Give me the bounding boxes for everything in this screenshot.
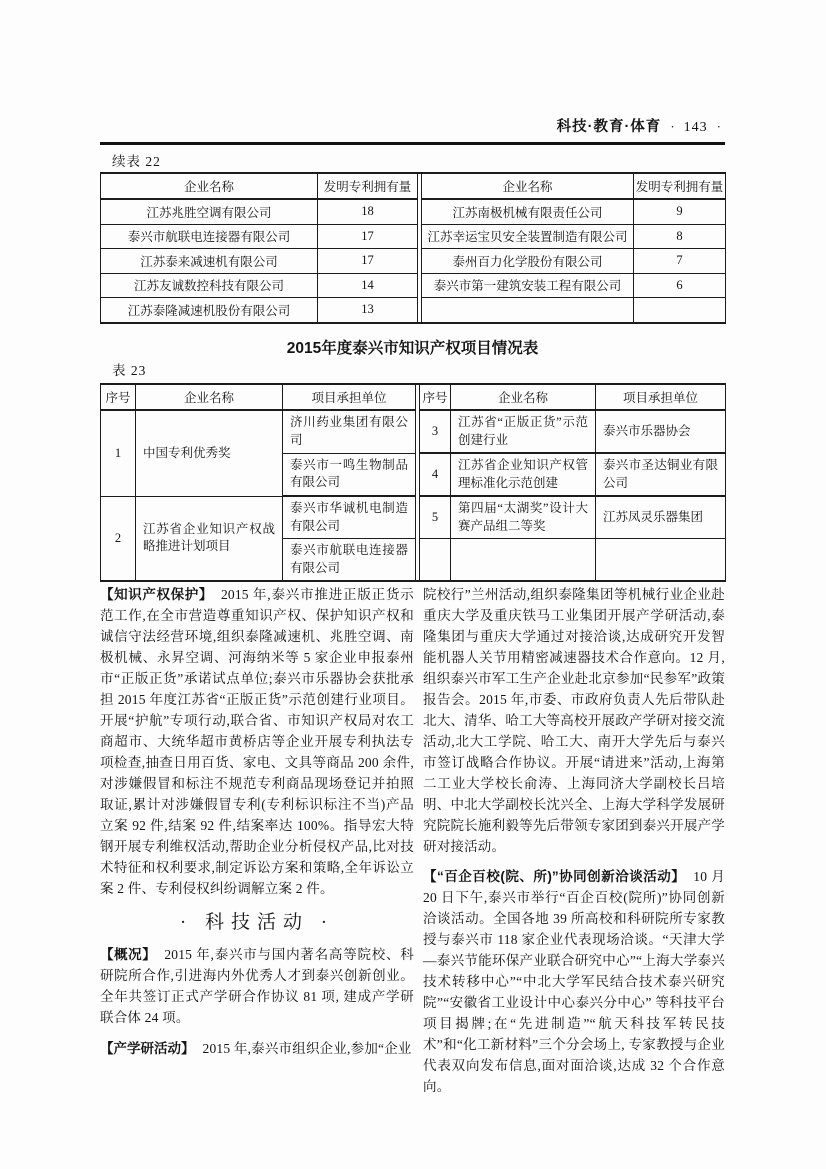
col-unit-left: 项目承担单位 <box>283 384 416 410</box>
company-name: 江苏南极机械有限责任公司 <box>422 199 634 224</box>
patent-count: 9 <box>634 199 726 224</box>
industry-academia-paragraph <box>100 1038 414 1059</box>
project-name: 第四届“太湖奖”设计大赛产品组二等奖 <box>451 496 596 539</box>
entry-text: 2015 年,泰兴市与国内著名高等院校、科研院所合作,引进海内外优秀人才到泰兴创新创业。全年共签订正式产学研合作协议 81 项, 建成产学研联合体 24 项。 <box>100 947 414 1025</box>
table-row <box>101 199 726 224</box>
col-patents-right: 发明专利拥有量 <box>634 173 726 199</box>
patent-count: 6 <box>634 273 726 298</box>
entry-head: 【概况】 <box>100 947 157 962</box>
project-name: 中国专利优秀奖 <box>136 410 283 496</box>
overview-paragraph <box>100 944 414 1028</box>
company-name: 江苏泰隆减速机股份有限公司 <box>101 298 318 323</box>
table22-caption: 续表 22 <box>112 154 161 169</box>
row-number: 4 <box>420 453 451 496</box>
table-row <box>101 273 726 298</box>
running-head <box>0 115 726 136</box>
section-title: 科技·教育·体育 <box>556 119 662 135</box>
company-name: 泰兴市航联电连接器有限公司 <box>101 224 318 249</box>
unit-name: 泰兴市乐器协会 <box>596 410 726 453</box>
company-name: 泰兴市第一建筑安装工程有限公司 <box>422 273 634 298</box>
unit-name <box>596 539 726 582</box>
table23-caption: 表 23 <box>112 363 147 378</box>
company-name: 江苏兆胜空调有限公司 <box>101 199 318 224</box>
right-text-column <box>423 584 725 1097</box>
row-number: 2 <box>101 496 136 581</box>
header-rule <box>100 142 725 145</box>
entry-head: 【“百企百校(院、所)”协同创新洽谈活动】 <box>423 869 686 884</box>
ip-project-table <box>100 383 726 582</box>
entry-text: 院校行”兰州活动,组织泰隆集团等机械行业企业赴重庆大学及重庆铁马工业集团开展产学研活动,泰隆集团与重庆大学通过对接洽谈,达成研究开发智能机器人关节用精密减速器技术合作意向。12 月,组织泰兴市军工生产企业赴北京参加“民参军”政策报告会。2015 年,市委、市政府负责人先后带队赴北大、清华、哈工大等高校开展政产学研对接交流活动,北大工学院、哈工大、南开大学先后与泰兴市签订战略合作协议。开展“请进来”活动,上海第二工业大学校长俞涛、上海同济大学副校长吕培明、中北大学副校长沈兴全、上海大学科学发展研究院院长施利毅等先后带领专家团到泰兴开展产学研对接活动。 <box>423 587 725 854</box>
industry-academia-continuation <box>423 584 725 857</box>
patent-count: 17 <box>318 249 418 274</box>
patent-count: 17 <box>318 224 418 249</box>
entry-text: 2015 年,泰兴市组织企业,参加“企业 <box>202 1041 412 1056</box>
table-header-row <box>101 384 726 410</box>
table-header-row <box>101 173 726 199</box>
company-name <box>422 298 634 323</box>
unit-name: 泰兴市圣达铜业有限公司 <box>596 453 726 496</box>
unit-name: 济川药业集团有限公司 <box>283 410 416 453</box>
entry-head: 【产学研活动】 <box>100 1041 195 1056</box>
page-number: 143 <box>683 120 708 135</box>
col-patents-left: 发明专利拥有量 <box>318 173 418 199</box>
tech-activities-heading: · 科技活动 · <box>179 912 335 933</box>
company-name: 江苏幸运宝贝安全装置制造有限公司 <box>422 224 634 249</box>
unit-name: 泰兴市华诚机电制造有限公司 <box>283 496 416 539</box>
page-number-dot-left: · <box>670 119 675 134</box>
project-name <box>451 539 596 582</box>
patent-count-table <box>100 172 726 324</box>
bqbx-activity-paragraph <box>423 866 725 1097</box>
left-text-column <box>100 584 414 1059</box>
col-company-left: 企业名称 <box>136 384 283 410</box>
project-name: 江苏省“正版正货”示范创建行业 <box>451 410 596 453</box>
unit-name: 江苏凤灵乐器集团 <box>596 496 726 539</box>
table-row <box>101 249 726 274</box>
row-number: 5 <box>420 496 451 539</box>
company-name: 江苏友诚数控科技有限公司 <box>101 273 318 298</box>
col-company-right: 企业名称 <box>422 173 634 199</box>
company-name: 泰州百力化学股份有限公司 <box>422 249 634 274</box>
project-name: 江苏省企业知识产权战略推进计划项目 <box>136 496 283 581</box>
col-company-left: 企业名称 <box>101 173 318 199</box>
entry-head: 【知识产权保护】 <box>100 587 213 602</box>
table-row <box>101 496 726 539</box>
patent-count: 13 <box>318 298 418 323</box>
row-number: 1 <box>101 410 136 496</box>
patent-count: 8 <box>634 224 726 249</box>
col-no-right: 序号 <box>420 384 451 410</box>
unit-name: 泰兴市航联电连接器有限公司 <box>283 539 416 582</box>
company-name: 江苏泰来减速机有限公司 <box>101 249 318 274</box>
unit-name: 泰兴市一鸣生物制品有限公司 <box>283 453 416 496</box>
patent-count <box>634 298 726 323</box>
patent-count: 18 <box>318 199 418 224</box>
project-name: 江苏省企业知识产权管理标准化示范创建 <box>451 453 596 496</box>
row-number: 3 <box>420 410 451 453</box>
table-row <box>101 410 726 453</box>
table-row <box>101 224 726 249</box>
patent-count: 7 <box>634 249 726 274</box>
patent-count: 14 <box>318 273 418 298</box>
table-row <box>101 298 726 323</box>
col-unit-right: 项目承担单位 <box>596 384 726 410</box>
row-number <box>420 539 451 582</box>
entry-text: 10 月 20 日下午,泰兴市举行“百企百校(院所)”协同创新洽谈活动。全国各地 39 所高校和科研院所专家教授与泰兴市 118 家企业代表现场洽谈。“天津大学—泰兴节能环保产业联合研究中心”“上海大学泰兴技术转移中心”“中北大学军民结合技术泰兴研究院”“安徽省工业设计中心泰兴分中心” 等科技平台项目揭牌;在“先进制造”“航天科技军转民技术”和“化工新材料”三个分会场上, 专家教授与企业代表双向发布信息,面对面洽谈,达成 32 个合作意向。 <box>423 869 725 1094</box>
page-number-dot-right: · <box>716 119 721 134</box>
entry-text: 2015 年,泰兴市推进正版正货示范工作,在全市营造尊重知识产权、保护知识产权和诚信守法经营环境,组织泰隆减速机、兆胜空调、南极机械、永昇空调、河海纳米等 5 家企业申报泰州市“正版正货”承诺试点单位;泰兴市乐器协会获批承担 2015 年度江苏省“正版正货”示范创建行业项目。开展“护航”专项行动,联合省、市知识产权局对农工商超市、大统华超市黄桥店等企业开展专利执法专项检查,抽查日用百货、家电、文具等商品 200 余件,对涉嫌假冒和标注不规范专利商品现场登记并拍照取证,累计对涉嫌假冒专利(专利标识标注不当)产品立案 92 件,结案 92 件,结案率达 100%。指导宏大特钢开展专利维权活动,帮助企业分析侵权产品,比对技术特征和权利要求,制定诉讼方案和策略,全年诉讼立案 2 件、专利侵权纠纷调解立案 2 件。 <box>100 587 414 896</box>
col-company-right: 企业名称 <box>451 384 596 410</box>
col-no-left: 序号 <box>101 384 136 410</box>
table23-title: 2015年度泰兴市知识产权项目情况表 <box>286 340 539 357</box>
ip-protection-paragraph <box>100 584 414 899</box>
